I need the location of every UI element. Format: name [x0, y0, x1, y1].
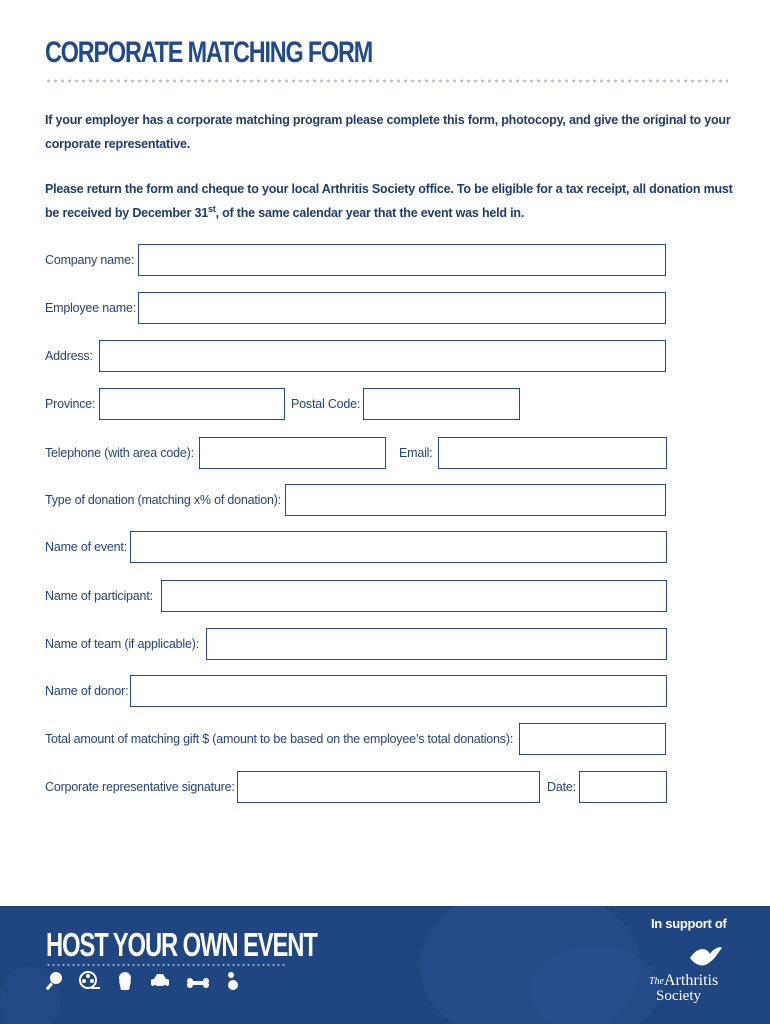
footer-dotted-divider	[46, 963, 286, 967]
in-support-of-text: In support of	[651, 916, 727, 931]
total-label: Total amount of matching gift $ (amount to be based on the employee’s total donations):	[45, 732, 514, 746]
employee-input[interactable]	[138, 292, 666, 324]
intro-p2-tail: , of the same calendar year that the event was held in.	[215, 206, 525, 220]
event-name-label: Name of event:	[45, 540, 127, 554]
date-label: Date:	[547, 780, 576, 794]
address-label: Address:	[45, 349, 93, 363]
logo-society-text: Society	[656, 988, 701, 1004]
bowling-icon	[225, 971, 241, 999]
email-input[interactable]	[438, 437, 667, 469]
province-label: Province:	[45, 397, 96, 411]
page-title: CORPORATE MATCHING FORM	[45, 36, 373, 69]
participant-label: Name of participant:	[45, 589, 153, 603]
total-input[interactable]	[519, 723, 666, 755]
intro-paragraph-2	[45, 177, 735, 225]
film-reel-icon	[79, 971, 101, 999]
bone-icon	[186, 972, 210, 998]
event-icons	[46, 972, 241, 998]
employee-label: Employee name:	[45, 301, 136, 315]
province-input[interactable]	[99, 388, 285, 420]
donation-type-input[interactable]	[285, 484, 666, 516]
telephone-label: Telephone (with area code):	[45, 446, 194, 460]
event-name-input[interactable]	[130, 531, 667, 563]
postal-input[interactable]	[363, 388, 520, 420]
intro-paragraph-1: If your employer has a corporate matching program please complete this form, photocopy, and give the original to your corporate representative.	[45, 113, 731, 151]
team-label: Name of team (if applicable):	[45, 637, 199, 651]
donor-label: Name of donor:	[45, 684, 129, 698]
donor-input[interactable]	[130, 675, 667, 707]
donation-type-label: Type of donation (matching x% of donation):	[45, 493, 281, 507]
dotted-divider	[45, 78, 728, 84]
intro-p2-text: Please return the form and cheque to your local Arthritis Society office. To be eligible for a tax receipt, all donation must be received by December 31	[45, 182, 733, 220]
company-label: Company name:	[45, 253, 135, 267]
team-input[interactable]	[206, 628, 667, 660]
cupcake-icon	[116, 971, 134, 999]
logo-the-text: The	[649, 976, 664, 987]
email-label: Email:	[399, 446, 433, 460]
date-input[interactable]	[579, 771, 667, 803]
address-input[interactable]	[99, 340, 666, 372]
host-event-headline: HOST YOUR OWN EVENT	[46, 926, 317, 963]
bird-logo-icon	[688, 944, 724, 972]
participant-input[interactable]	[161, 580, 667, 612]
decorative-shape	[530, 946, 660, 1024]
signature-label: Corporate representative signature:	[45, 780, 235, 794]
ping-pong-icon	[46, 971, 64, 999]
company-input[interactable]	[138, 244, 666, 276]
footer-banner	[0, 906, 770, 1024]
telephone-input[interactable]	[199, 437, 386, 469]
intro-p2-superscript: st	[207, 204, 216, 214]
car-icon	[149, 971, 171, 999]
logo-arthritis-text: Arthritis	[664, 972, 719, 989]
postal-label: Postal Code:	[291, 397, 361, 411]
signature-input[interactable]	[237, 771, 540, 803]
